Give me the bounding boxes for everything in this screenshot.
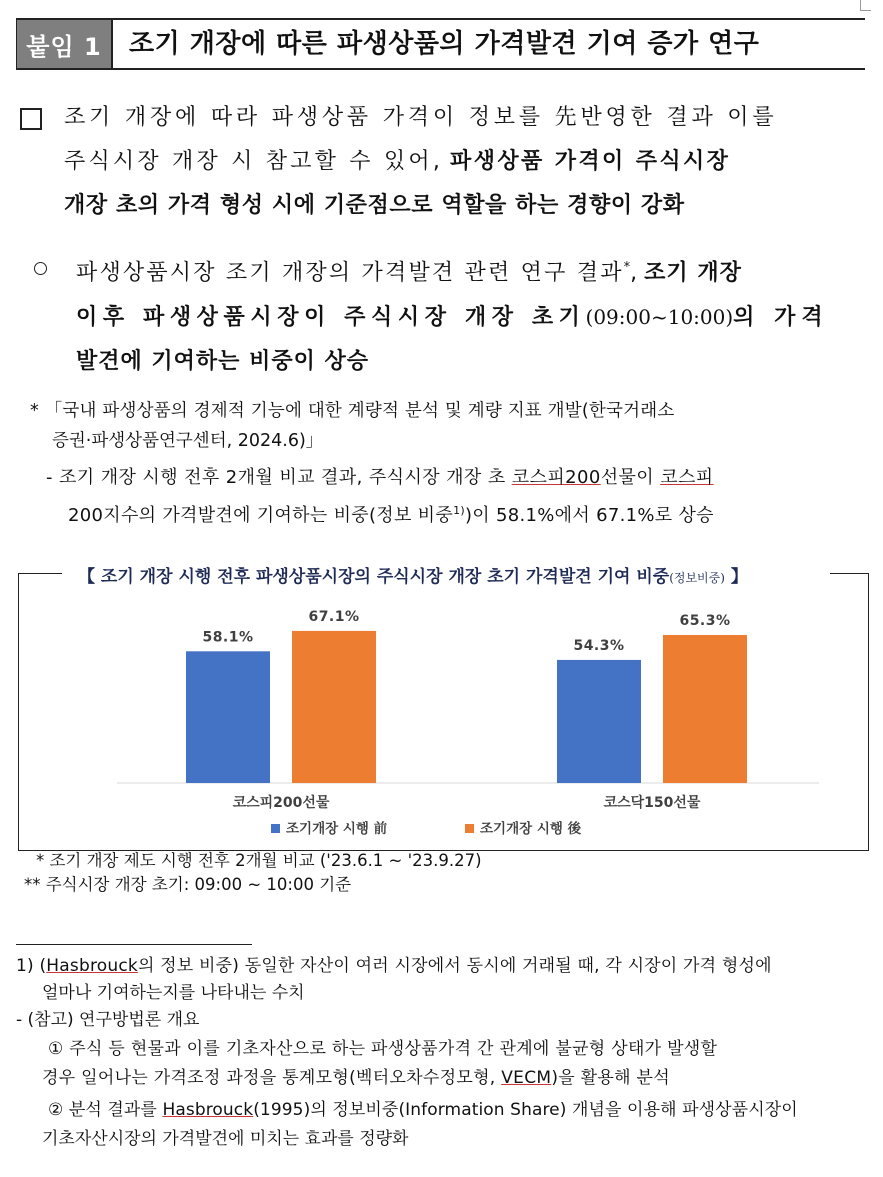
category-label-1: 코스닥150선물 <box>603 795 701 811</box>
chart-title-small: (정보비중) <box>669 571 725 585</box>
item1-a: 경우 일어나는 가격조정 과정을 통계모형(벡터오차수정모형, <box>42 1068 502 1088</box>
sub-point-line1 <box>76 246 866 295</box>
main-point-line1: 조기 개장에 따라 파생상품 가격이 정보를 先반영한 결과 이를 <box>64 105 778 130</box>
category-label-0: 코스피200선물 <box>232 795 330 811</box>
detail-line2-b: )이 58.1%에서 67.1%로 상승 <box>464 505 714 526</box>
bar-chart <box>19 590 866 848</box>
sub-point-line1-bold: 조기 개장 <box>644 260 742 286</box>
main-point-line3-bold: 개장 초의 가격 형성 시에 기준점으로 역할을 하는 경향이 강화 <box>64 193 685 218</box>
item1-b: )을 활용해 분석 <box>551 1068 670 1088</box>
detail-line1-b: 선물이 <box>600 467 661 488</box>
sub-point-line3-bold: 발견에 기여하는 비중이 상승 <box>76 349 370 375</box>
fn1-b: 의 정보 비중) 동일한 자산이 여러 시장에서 동시에 거래될 때, 각 시장이 가격 형성에 <box>137 956 772 976</box>
page-title: 조기 개장에 따른 파생상품의 가격발견 기여 증가 연구 <box>129 29 760 59</box>
chart-title-main: 【 조기 개장 시행 전후 파생상품시장의 주식시장 개장 초기 가격발견 기여 비중 <box>78 567 670 587</box>
footnote-separator <box>16 944 252 945</box>
method-item-1-line1: ① 주식 등 현물과 이를 기초자산으로 하는 파생상품가격 간 관계에 불균형 상태가 발생할 <box>48 1039 718 1059</box>
sub-point <box>76 246 866 384</box>
legend-swatch-1 <box>465 824 474 833</box>
value-label-0-0: 58.1% <box>202 629 254 646</box>
detail-line1-u1: 코스피200 <box>511 467 601 488</box>
main-point-line2-plain: 주식시장 개장 시 참고할 수 있어, <box>64 149 444 174</box>
sub-point-line2-bold-b: 의 가격 <box>733 305 829 331</box>
bar-after-1 <box>663 635 747 783</box>
title-bar <box>16 18 865 70</box>
item2-a: ② 분석 결과를 <box>48 1100 163 1120</box>
sub-point-line2-bold-a: 이후 파생상품시장이 주식시장 개장 초기 <box>76 305 586 331</box>
method-item-2-line1 <box>48 1097 798 1124</box>
opening-hours: (09:00~10:00) <box>585 305 734 330</box>
value-label-1-1: 65.3% <box>679 612 731 629</box>
item2-b: (1995)의 정보비중(Information Share) 개념을 이용해 파생상품시장이 <box>253 1100 798 1120</box>
item1-u: VECM <box>501 1068 552 1088</box>
item2-u: Hasbrouck <box>162 1100 254 1120</box>
main-point-line2 <box>64 140 864 184</box>
main-point <box>64 96 864 228</box>
chart-title-end: 】 <box>724 567 748 587</box>
footnote-ref-1: 1) <box>453 504 465 517</box>
main-point-line2-bold: 파생상품 가격이 주식시장 <box>450 149 731 174</box>
legend-swatch-0 <box>271 824 280 833</box>
chart-note-2: ** 주식시장 개장 초기: 09:00 ~ 10:00 기준 <box>24 875 352 894</box>
reference-line1: * 「국내 파생상품의 경제적 기능에 대한 계량적 분석 및 계량 지표 개발(한국거래소 <box>30 401 675 421</box>
legend-label-0: 조기개장 시행 前 <box>286 821 388 837</box>
detail-line1-a: - 조기 개장 시행 전후 2개월 비교 결과, 주식시장 개장 초 <box>46 467 512 488</box>
page-corner-mark <box>860 0 871 11</box>
reference-line2: 증권·파생상품연구센터, 2024.6)」 <box>52 431 324 451</box>
chart-note-1: * 조기 개장 제도 시행 전후 2개월 비교 ('23.6.1 ~ '23.9.27) <box>36 851 482 870</box>
value-label-1-0: 67.1% <box>308 608 360 625</box>
legend-label-1: 조기개장 시행 後 <box>480 821 582 837</box>
attachment-badge: 붙임 1 <box>17 20 113 68</box>
detail-line2 <box>68 497 714 530</box>
chart-title <box>78 562 748 587</box>
detail-line1 <box>46 464 714 492</box>
fn1-a: 1) ( <box>16 956 47 976</box>
sub-point-line3 <box>76 340 866 384</box>
circle-bullet-icon <box>34 262 47 275</box>
bar-before-1 <box>557 660 641 783</box>
footnote-1-line1 <box>16 953 772 980</box>
sub-point-line2 <box>76 295 866 340</box>
detail-line2-a: 200지수의 가격발견에 기여하는 비중(정보 비중 <box>68 505 454 526</box>
bar-after-0 <box>292 631 376 783</box>
bar-before-0 <box>186 651 270 783</box>
checkbox-bullet-icon <box>20 108 42 130</box>
main-point-line3 <box>64 184 864 228</box>
value-label-0-1: 54.3% <box>573 637 625 654</box>
asterisk-mark: * <box>623 260 631 275</box>
sub-point-line1-plain: 파생상품시장 조기 개장의 가격발견 관련 연구 결과 <box>76 260 624 286</box>
fn1-u: Hasbrouck <box>46 956 138 976</box>
footnote-1-line2: 얼마나 기여하는지를 나타내는 수치 <box>42 983 305 1003</box>
method-item-1-line2 <box>42 1065 670 1092</box>
sub-point-line1-sep: , <box>630 260 638 286</box>
method-item-2-line2: 기초자산시장의 가격발견에 미치는 효과를 정량화 <box>42 1129 409 1149</box>
reference-method-title: - (참고) 연구방법론 개요 <box>16 1010 200 1030</box>
detail-line1-u2: 코스피 <box>660 467 714 488</box>
